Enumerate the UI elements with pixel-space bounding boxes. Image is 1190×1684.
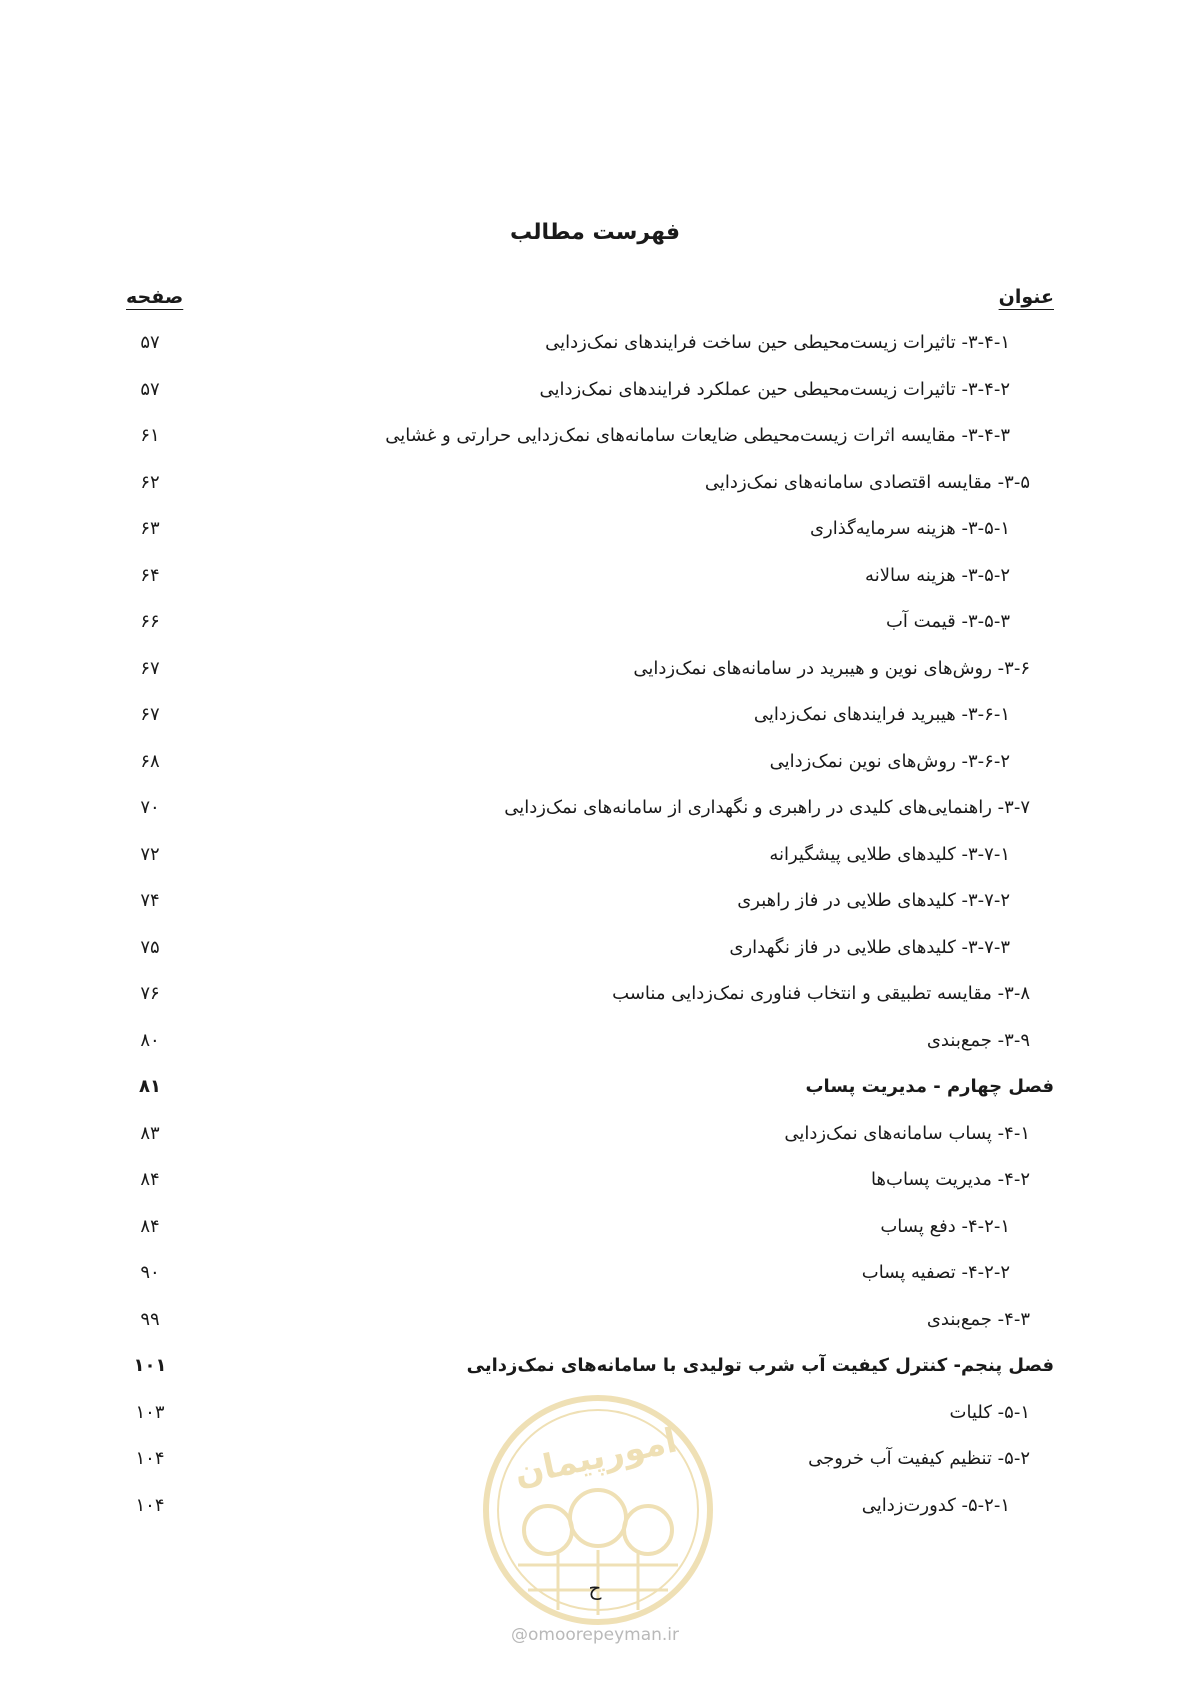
toc-row[interactable]	[0, 599, 1190, 646]
toc-entry-title: ۳-۷-۳- کلیدهای طلایی در فاز نگهداری	[729, 936, 1010, 958]
toc-row[interactable]	[0, 460, 1190, 507]
toc-entry-title: ۴-۲-۲- تصفیه پساب	[861, 1262, 1010, 1283]
toc-row[interactable]	[0, 367, 1190, 414]
toc-entry-page: ۶۱	[140, 425, 160, 446]
toc-row[interactable]	[0, 320, 1190, 367]
toc-entry-page: ۷۵	[140, 936, 160, 958]
toc-row[interactable]	[0, 785, 1190, 832]
toc-row[interactable]	[0, 1250, 1190, 1297]
toc-entry-title: ۴-۲- مدیریت پساب‌ها	[871, 1169, 1030, 1190]
toc-row[interactable]	[0, 1018, 1190, 1065]
toc-entry-title: ۳-۶- روش‌های نوین و هیبرید در سامانه‌های نمک‌زدایی	[633, 657, 1030, 679]
toc-entry-title: ۴-۱- پساب سامانه‌های نمک‌زدایی	[784, 1122, 1030, 1144]
toc-entry-page: ۹۰	[140, 1262, 160, 1283]
toc-entry-page: ۵۷	[140, 332, 160, 353]
toc-entry-title: ۵-۲-۱- کدورت‌زدایی	[861, 1494, 1010, 1516]
toc-entry-page: ۷۶	[140, 983, 160, 1004]
toc-row[interactable]	[0, 506, 1190, 553]
toc-entry-title: ۳-۵-۱- هزینه سرمایه‌گذاری	[809, 518, 1010, 539]
toc-entry-title: ۳-۴-۲- تاثیرات زیست‌محیطی حین عملکرد فرایندهای نمک‌زدایی	[539, 378, 1010, 400]
toc-entry-page: ۶۳	[140, 518, 160, 539]
toc-entry-title: ۴-۳- جمع‌بندی	[926, 1308, 1030, 1330]
watermark-text: امورپیمان	[510, 1420, 681, 1494]
toc-entry-page: ۷۴	[140, 890, 160, 911]
toc-chapter-row[interactable]	[0, 1343, 1190, 1390]
toc-entry-title: ۳-۹- جمع‌بندی	[926, 1029, 1030, 1051]
toc-entry-page: ۸۴	[140, 1169, 160, 1190]
toc-entry-page: ۱۰۳	[135, 1401, 165, 1423]
toc-entry-page: ۶۸	[140, 750, 160, 772]
toc-row[interactable]	[0, 739, 1190, 786]
toc-row[interactable]	[0, 413, 1190, 460]
toc-entry-page: ۵۷	[140, 378, 160, 400]
toc-entry-page: ۱۰۴	[135, 1448, 165, 1469]
toc-chapter-title: فصل چهارم - مدیریت پساب	[805, 1076, 1054, 1097]
toc-row[interactable]	[0, 1297, 1190, 1344]
toc-entry-title: ۳-۸- مقایسه تطبیقی و انتخاب فناوری نمک‌زدایی مناسب	[612, 983, 1030, 1004]
toc-entry-page: ۸۱	[139, 1076, 161, 1097]
toc-row[interactable]	[0, 925, 1190, 972]
watermark-handle: @omoorepeyman.ir	[510, 1625, 680, 1645]
toc-entry-page: ۶۴	[140, 564, 160, 586]
toc-entry-page: ۱۰۱	[133, 1355, 167, 1376]
header-page-column: صفحه	[126, 286, 184, 308]
toc-list	[0, 320, 1190, 1529]
toc-entry-page: ۸۴	[140, 1215, 160, 1237]
toc-entry-title: ۵-۱- کلیات	[949, 1401, 1030, 1423]
toc-row[interactable]	[0, 878, 1190, 925]
toc-entry-page: ۷۲	[140, 843, 160, 865]
toc-entry-page: ۶۷	[140, 657, 160, 679]
toc-entry-title: ۵-۲- تنظیم کیفیت آب خروجی	[808, 1448, 1030, 1469]
toc-entry-page: ۱۰۴	[135, 1494, 165, 1516]
toc-entry-page: ۶۲	[140, 471, 160, 493]
toc-row[interactable]	[0, 646, 1190, 693]
toc-entry-page: ۶۷	[140, 704, 160, 725]
toc-entry-page: ۸۳	[140, 1122, 160, 1144]
toc-entry-title: ۳-۷- راهنمایی‌های کلیدی در راهبری و نگهداری از سامانه‌های نمک‌زدایی	[504, 797, 1030, 818]
toc-row[interactable]	[0, 971, 1190, 1018]
toc-entry-title: ۳-۷-۱- کلیدهای طلایی پیشگیرانه	[769, 843, 1010, 865]
toc-chapter-row[interactable]	[0, 1064, 1190, 1111]
toc-entry-title: ۳-۷-۲- کلیدهای طلایی در فاز راهبری	[737, 890, 1010, 911]
toc-entry-page: ۷۰	[140, 797, 160, 818]
toc-row[interactable]	[0, 832, 1190, 879]
page-number: ح	[588, 1576, 602, 1600]
toc-entry-title: ۴-۲-۱- دفع پساب	[880, 1215, 1010, 1237]
page-title: فهرست مطالب	[509, 220, 681, 245]
toc-row[interactable]	[0, 1111, 1190, 1158]
toc-entry-title: ۳-۶-۲- روش‌های نوین نمک‌زدایی	[769, 750, 1010, 772]
toc-entry-title: ۳-۴-۱- تاثیرات زیست‌محیطی حین ساخت فرایندهای نمک‌زدایی	[545, 332, 1010, 353]
toc-row[interactable]	[0, 1204, 1190, 1251]
toc-entry-title: ۳-۵-۳- قیمت آب	[885, 611, 1010, 632]
toc-entry-page: ۸۰	[140, 1029, 160, 1051]
header-title-column: عنوان	[998, 286, 1054, 308]
toc-entry-title: ۳-۴-۳- مقایسه اثرات زیست‌محیطی ضایعات سامانه‌های نمک‌زدایی حرارتی و غشایی	[385, 425, 1010, 446]
toc-entry-page: ۶۶	[140, 611, 160, 632]
toc-row[interactable]	[0, 692, 1190, 739]
toc-row[interactable]	[0, 553, 1190, 600]
toc-row[interactable]	[0, 1157, 1190, 1204]
toc-entry-title: ۳-۵- مقایسه اقتصادی سامانه‌های نمک‌زدایی	[704, 471, 1030, 493]
toc-entry-title: ۳-۵-۲- هزینه سالانه	[865, 564, 1010, 586]
toc-chapter-title: فصل پنجم- کنترل کیفیت آب شرب تولیدی با سامانه‌های نمک‌زدایی	[466, 1355, 1054, 1376]
toc-entry-title: ۳-۶-۱- هیبرید فرایندهای نمک‌زدایی	[753, 704, 1010, 725]
toc-entry-page: ۹۹	[140, 1308, 160, 1330]
